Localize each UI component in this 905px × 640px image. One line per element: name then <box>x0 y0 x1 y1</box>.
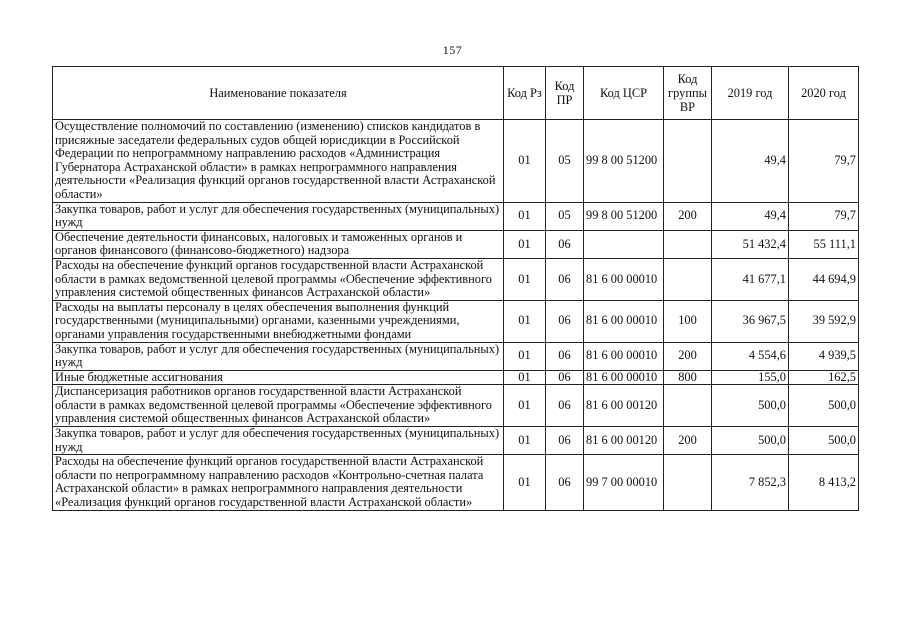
row-pr: 06 <box>546 427 584 455</box>
row-vr: 800 <box>664 370 712 385</box>
row-pr: 06 <box>546 230 584 258</box>
row-2019: 49,4 <box>712 202 789 230</box>
row-2019: 500,0 <box>712 385 789 427</box>
header-2020: 2020 год <box>789 67 859 120</box>
table-row <box>53 427 859 455</box>
row-csr: 99 8 00 51200 <box>584 202 664 230</box>
row-2020: 500,0 <box>789 427 859 455</box>
row-csr: 99 8 00 51200 <box>584 120 664 203</box>
row-2019: 7 852,3 <box>712 455 789 510</box>
row-pr: 06 <box>546 342 584 370</box>
row-rz: 01 <box>504 202 546 230</box>
row-rz: 01 <box>504 258 546 300</box>
row-name: Расходы на выплаты персоналу в целях обеспечения выполнения функций государственными (муниципальными) органами, казенными учреждениями, органами управления государственными внебюджетными фондами <box>53 300 504 342</box>
row-csr: 81 6 00 00120 <box>584 385 664 427</box>
row-rz: 01 <box>504 300 546 342</box>
row-2019: 155,0 <box>712 370 789 385</box>
row-2019: 500,0 <box>712 427 789 455</box>
row-csr: 81 6 00 00010 <box>584 342 664 370</box>
budget-table <box>52 66 859 511</box>
row-2020: 55 111,1 <box>789 230 859 258</box>
row-2019: 49,4 <box>712 120 789 203</box>
row-name: Расходы на обеспечение функций органов государственной власти Астраханской области по непрограммному направлению расходов «Контрольно-счетная палата Астраханской области» в рамках непрограммного направления деятельности «Реализация функций органов государственной власти Астраханской области» <box>53 455 504 510</box>
row-name: Закупка товаров, работ и услуг для обеспечения государственных (муниципальных) нужд <box>53 427 504 455</box>
row-2019: 51 432,4 <box>712 230 789 258</box>
table-row <box>53 230 859 258</box>
row-2020: 79,7 <box>789 120 859 203</box>
row-name: Закупка товаров, работ и услуг для обеспечения государственных (муниципальных) нужд <box>53 202 504 230</box>
row-csr: 81 6 00 00010 <box>584 370 664 385</box>
row-csr <box>584 230 664 258</box>
row-pr: 05 <box>546 120 584 203</box>
row-pr: 06 <box>546 370 584 385</box>
row-vr <box>664 385 712 427</box>
row-2020: 4 939,5 <box>789 342 859 370</box>
row-vr <box>664 230 712 258</box>
row-name: Закупка товаров, работ и услуг для обеспечения государственных (муниципальных) нужд <box>53 342 504 370</box>
page-number: 157 <box>442 43 463 57</box>
table-row <box>53 455 859 510</box>
row-rz: 01 <box>504 370 546 385</box>
header-name: Наименование показателя <box>53 67 504 120</box>
row-csr: 99 7 00 00010 <box>584 455 664 510</box>
header-vr: Код группы ВР <box>664 67 712 120</box>
table-row <box>53 258 859 300</box>
row-name: Иные бюджетные ассигнования <box>53 370 504 385</box>
row-rz: 01 <box>504 342 546 370</box>
header-rz: Код Рз <box>504 67 546 120</box>
header-csr: Код ЦСР <box>584 67 664 120</box>
row-2020: 162,5 <box>789 370 859 385</box>
table-header-row <box>53 67 859 120</box>
row-pr: 06 <box>546 300 584 342</box>
row-csr: 81 6 00 00010 <box>584 300 664 342</box>
row-name: Осуществление полномочий по составлению (изменению) списков кандидатов в присяжные заседатели федеральных судов общей юрисдикции в Российской Федерации по непрограммному направлению расходов «Администрация Губернатора Астраханской области» в рамках непрограммного направления деятельности «Реализация функций органов государственной власти Астраханской области» <box>53 120 504 203</box>
row-rz: 01 <box>504 120 546 203</box>
row-2020: 79,7 <box>789 202 859 230</box>
table-row <box>53 342 859 370</box>
table-row <box>53 370 859 385</box>
row-rz: 01 <box>504 427 546 455</box>
row-name: Обеспечение деятельности финансовых, налоговых и таможенных органов и органов финансового (финансово-бюджетного) надзора <box>53 230 504 258</box>
row-csr: 81 6 00 00010 <box>584 258 664 300</box>
row-pr: 06 <box>546 258 584 300</box>
row-vr <box>664 258 712 300</box>
table-row <box>53 385 859 427</box>
row-2019: 41 677,1 <box>712 258 789 300</box>
table-row <box>53 120 859 203</box>
header-pr: Код ПР <box>546 67 584 120</box>
row-2020: 44 694,9 <box>789 258 859 300</box>
row-pr: 06 <box>546 385 584 427</box>
row-vr <box>664 455 712 510</box>
row-2019: 36 967,5 <box>712 300 789 342</box>
row-vr: 200 <box>664 202 712 230</box>
row-2020: 8 413,2 <box>789 455 859 510</box>
row-rz: 01 <box>504 455 546 510</box>
row-csr: 81 6 00 00120 <box>584 427 664 455</box>
table-row <box>53 300 859 342</box>
row-2019: 4 554,6 <box>712 342 789 370</box>
row-name: Расходы на обеспечение функций органов государственной власти Астраханской области в рамках ведомственной целевой программы «Обеспечение эффективного управления системой общественных финансов Астраханской области» <box>53 258 504 300</box>
header-2019: 2019 год <box>712 67 789 120</box>
row-pr: 06 <box>546 455 584 510</box>
row-2020: 39 592,9 <box>789 300 859 342</box>
row-vr: 200 <box>664 427 712 455</box>
row-name: Диспансеризация работников органов государственной власти Астраханской области в рамках ведомственной целевой программы «Обеспечение эффективного управления системой общественных финансов Астраханской области» <box>53 385 504 427</box>
row-vr: 100 <box>664 300 712 342</box>
row-rz: 01 <box>504 385 546 427</box>
row-pr: 05 <box>546 202 584 230</box>
row-2020: 500,0 <box>789 385 859 427</box>
table-row <box>53 202 859 230</box>
row-vr: 200 <box>664 342 712 370</box>
row-vr <box>664 120 712 203</box>
row-rz: 01 <box>504 230 546 258</box>
